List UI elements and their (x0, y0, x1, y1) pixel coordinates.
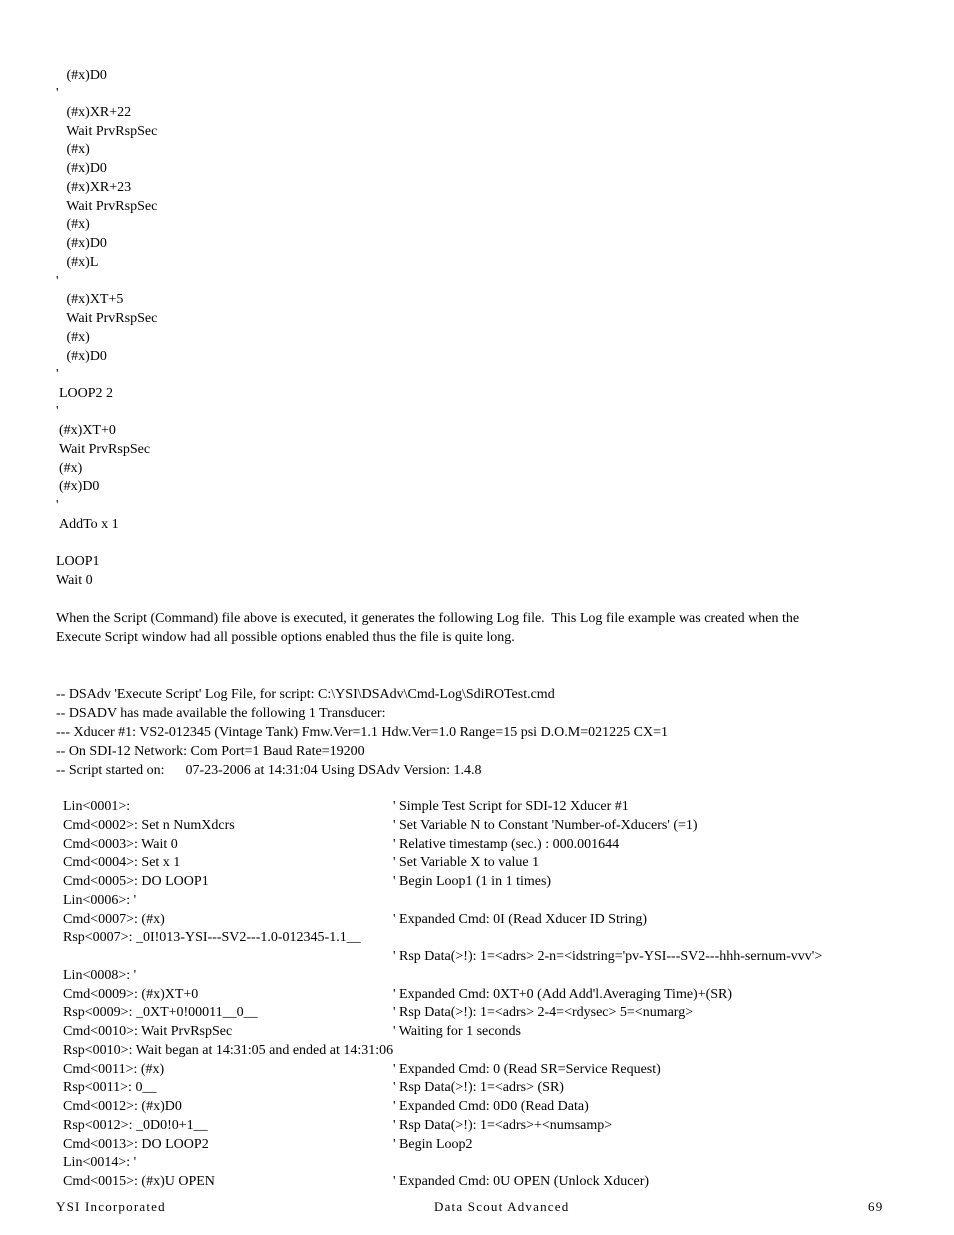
script-line: (#x)D0 (63, 68, 107, 83)
log-entry: Rsp<0007>: _0I!013-YSI---SV2---1.0-012345-1.1__ (63, 930, 361, 946)
log-entry: Cmd<0013>: DO LOOP2 (63, 1136, 209, 1152)
script-line: (#x) (63, 217, 90, 232)
script-line: LOOP2 2 (59, 386, 114, 401)
script-line: (#x) (59, 461, 83, 476)
script-line: Wait PrvRspSec (59, 442, 151, 457)
log-comment: ' Relative timestamp (sec.) : 000.001644 (393, 836, 620, 852)
footer-company: YSI Incorporated (56, 1199, 166, 1214)
log-entry: Rsp<0012>: _0D0!0+1__ (63, 1117, 208, 1133)
script-line: ' (56, 367, 59, 382)
script-line: ' (56, 86, 59, 101)
paragraph-line: Execute Script window had all possible options enabled thus the file is quite long. (56, 630, 515, 645)
paragraph-line: When the Script (Command) file above is executed, it generates the following Log file. This Log file example was created when the (56, 611, 800, 626)
log-comment: ' Expanded Cmd: 0D0 (Read Data) (393, 1099, 589, 1114)
script-line: Wait PrvRspSec (63, 124, 158, 139)
script-line: ' (56, 498, 59, 513)
log-entry: Cmd<0012>: (#x)D0 (63, 1099, 182, 1114)
script-line: (#x) (63, 142, 90, 157)
log-entry: Lin<0001>: (63, 799, 131, 814)
script-line: (#x)L (63, 255, 99, 270)
log-comment: ' Begin Loop1 (1 in 1 times) (393, 874, 552, 889)
log-comment: ' Rsp Data(>!): 1=<adrs> 2-n=<idstring='pv-YSI---SV2---hhh-sernum-vvv'> (393, 949, 823, 964)
script-line: ' (56, 274, 59, 289)
script-line: (#x)D0 (59, 479, 100, 494)
script-line: ' (56, 404, 59, 419)
log-entry: Cmd<0011>: (#x) (63, 1061, 165, 1077)
log-entry: Rsp<0010>: Wait began at 14:31:05 and ended at 14:31:06 (63, 1042, 394, 1058)
log-comment: ' Expanded Cmd: 0I (Read Xducer ID String) (393, 911, 648, 927)
log-header-line: -- Script started on: 07-23-2006 at 14:31:04 Using DSAdv Version: 1.4.8 (56, 763, 482, 778)
script-line: Wait 0 (56, 573, 93, 588)
log-entry: Lin<0006>: ' (63, 892, 137, 908)
log-entry: Cmd<0005>: DO LOOP1 (63, 874, 209, 889)
script-line: (#x)XR+23 (63, 180, 132, 195)
script-line: AddTo x 1 (59, 517, 119, 532)
log-entry: Rsp<0009>: _0XT+0!00011__0__ (63, 1005, 258, 1021)
script-line: (#x)XT+0 (59, 423, 116, 438)
footer-page-number: 69 (868, 1199, 884, 1214)
log-comment: ' Expanded Cmd: 0 (Read SR=Service Request) (393, 1061, 661, 1077)
log-entry: Cmd<0015>: (#x)U OPEN (63, 1174, 215, 1189)
log-comment: ' Set Variable X to value 1 (393, 855, 540, 871)
log-comment: ' Set Variable N to Constant 'Number-of-Xducers' (=1) (393, 817, 698, 833)
log-entry: Rsp<0011>: 0__ (63, 1080, 157, 1096)
log-header-line: -- DSADV has made available the following 1 Transducer: (56, 706, 386, 721)
script-line: Wait PrvRspSec (63, 199, 158, 214)
log-entry: Cmd<0009>: (#x)XT+0 (63, 986, 199, 1002)
log-comment: ' Waiting for 1 seconds (393, 1024, 521, 1039)
script-line: (#x)XR+22 (63, 105, 132, 120)
log-header-line: -- On SDI-12 Network: Com Port=1 Baud Rate=19200 (56, 744, 365, 759)
script-line: (#x)XT+5 (63, 292, 124, 307)
log-comment: ' Expanded Cmd: 0U OPEN (Unlock Xducer) (393, 1174, 650, 1189)
script-line: (#x) (63, 330, 90, 345)
log-entry: Cmd<0002>: Set n NumXdcrs (63, 817, 235, 833)
script-line: (#x)D0 (63, 161, 107, 176)
log-header-line: -- DSAdv 'Execute Script' Log File, for script: C:\YSI\DSAdv\Cmd-Log\SdiROTest.cmd (56, 687, 555, 702)
log-entry: Cmd<0010>: Wait PrvRspSec (63, 1024, 233, 1039)
footer-title: Data Scout Advanced (434, 1199, 570, 1214)
log-comment: ' Rsp Data(>!): 1=<adrs>+<numsamp> (393, 1117, 613, 1133)
log-comment: ' Rsp Data(>!): 1=<adrs> (SR) (393, 1080, 564, 1096)
log-entry: Lin<0014>: ' (63, 1155, 137, 1171)
log-entry: Lin<0008>: ' (63, 967, 137, 983)
log-header-line: --- Xducer #1: VS2-012345 (Vintage Tank) Fmw.Ver=1.1 Hdw.Ver=1.0 Range=15 psi D.O.M=021225 CX=1 (56, 725, 668, 740)
script-line: Wait PrvRspSec (63, 311, 158, 326)
log-entry: Cmd<0003>: Wait 0 (63, 836, 178, 852)
log-comment: ' Simple Test Script for SDI-12 Xducer #1 (393, 799, 629, 814)
log-comment: ' Begin Loop2 (393, 1136, 473, 1152)
log-entry: Cmd<0004>: Set x 1 (63, 855, 181, 871)
log-entry: Cmd<0007>: (#x) (63, 911, 165, 927)
script-line: LOOP1 (56, 554, 100, 569)
script-line: (#x)D0 (63, 236, 107, 251)
log-comment: ' Rsp Data(>!): 1=<adrs> 2-4=<rdysec> 5=<numarg> (393, 1005, 694, 1021)
log-comment: ' Expanded Cmd: 0XT+0 (Add Add'l.Averaging Time)+(SR) (393, 986, 733, 1002)
script-line: (#x)D0 (63, 349, 107, 364)
